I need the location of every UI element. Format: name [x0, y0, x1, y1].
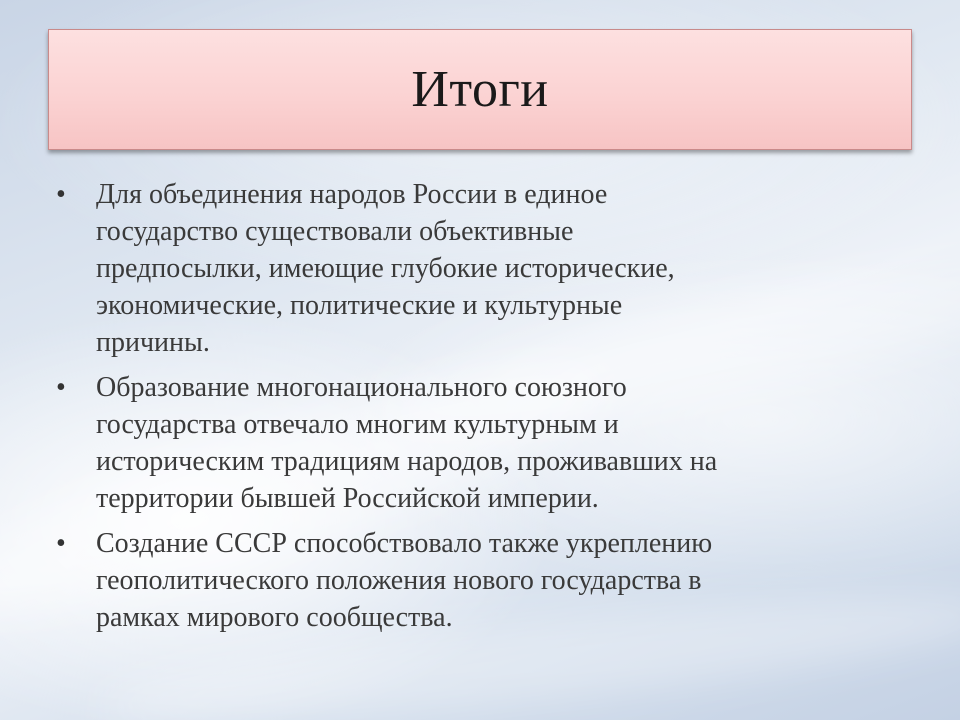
- bullet-item: [56, 176, 906, 361]
- bullet-line: государство существовали объективные: [96, 216, 574, 247]
- bullet-item: [56, 525, 906, 636]
- bullet-line: территории бывшей Российской империи.: [96, 483, 599, 514]
- slide-content: [56, 176, 906, 644]
- bullet-line: историческим традициям народов, проживавших на: [96, 446, 718, 477]
- bullet-marker: •: [56, 179, 66, 210]
- bullet-item: [56, 369, 906, 517]
- bullet-line: Образование многонационального союзного: [96, 372, 627, 403]
- bullet-text: [96, 369, 717, 517]
- slide-title: Итоги: [411, 61, 549, 118]
- bullet-text: [96, 525, 712, 636]
- bullet-line: государства отвечало многим культурным и: [96, 409, 619, 440]
- bullet-line: Для объединения народов России в единое: [96, 179, 608, 210]
- bullet-line: геополитического положения нового государства в: [96, 565, 702, 596]
- bullet-line: экономические, политические и культурные: [96, 290, 623, 321]
- bullet-line: рамках мирового сообщества.: [96, 602, 453, 633]
- bullet-text: [96, 176, 675, 361]
- bullet-line: причины.: [96, 327, 210, 358]
- slide-title-box: [48, 29, 912, 150]
- bullet-marker: •: [56, 528, 66, 559]
- bullet-line: предпосылки, имеющие глубокие исторические,: [96, 253, 675, 284]
- bullet-marker: •: [56, 372, 66, 403]
- bullet-line: Создание СССР способствовало также укреплению: [96, 528, 713, 559]
